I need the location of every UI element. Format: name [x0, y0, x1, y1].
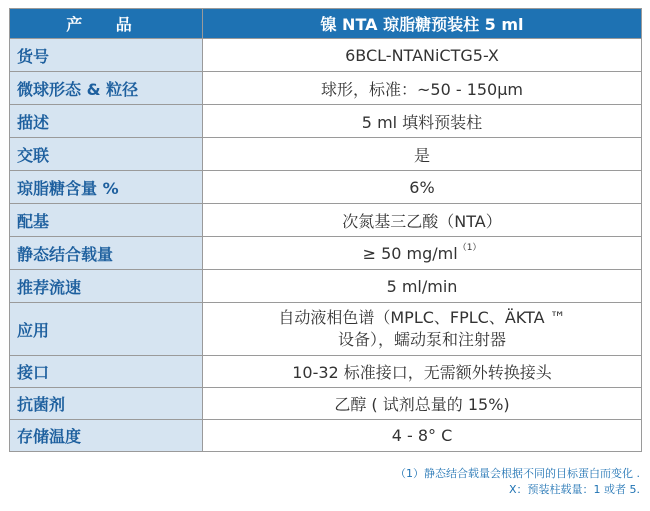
table-row [10, 105, 642, 138]
table-row [10, 270, 642, 303]
table-header [10, 9, 642, 39]
table-row [10, 356, 642, 388]
table-row [10, 204, 642, 237]
footnote-ref: （1） [457, 242, 482, 253]
footnotes [395, 466, 640, 498]
header-product-name: 镍 NTA 琼脂糖预装柱 5 ml [203, 9, 642, 39]
row-key: 存储温度 [10, 420, 203, 452]
table-row [10, 303, 642, 356]
table-row [10, 138, 642, 171]
row-value: 6% [203, 171, 642, 204]
row-key: 货号 [10, 39, 203, 72]
row-key: 微球形态 & 粒径 [10, 72, 203, 105]
table-row [10, 388, 642, 420]
table-row [10, 39, 642, 72]
row-value: 球形，标准：~50 - 150μm [203, 72, 642, 105]
row-value: 10-32 标准接口，无需额外转换接头 [203, 356, 642, 388]
row-value [203, 237, 642, 270]
row-key: 描述 [10, 105, 203, 138]
table-row [10, 72, 642, 105]
footnote-2: X：预装柱载量：1 或者 5. [508, 483, 640, 496]
header-product: 产 品 [10, 9, 203, 39]
row-key: 应用 [10, 303, 203, 356]
row-value: 4 - 8° C [203, 420, 642, 452]
row-value: 是 [203, 138, 642, 171]
row-key: 推荐流速 [10, 270, 203, 303]
row-key: 抗菌剂 [10, 388, 203, 420]
table-row [10, 237, 642, 270]
value-text: ≥ 50 mg/ml [362, 243, 458, 263]
row-value: 乙醇 ( 试剂总量的 15%) [203, 388, 642, 420]
table-row [10, 420, 642, 452]
row-key: 静态结合载量 [10, 237, 203, 270]
row-value: 5 ml/min [203, 270, 642, 303]
row-value [203, 303, 642, 356]
row-value: 6BCL-NTANiCTG5-X [203, 39, 642, 72]
footnote-1: （1）静态结合载量会根据不同的目标蛋白而变化 . [395, 467, 640, 480]
row-key: 配基 [10, 204, 203, 237]
row-key: 交联 [10, 138, 203, 171]
row-value: 次氮基三乙酸（NTA） [203, 204, 642, 237]
row-key: 接口 [10, 356, 203, 388]
row-value: 5 ml 填料预装柱 [203, 105, 642, 138]
value-line-1: 自动液相色谱（MPLC、FPLC、ÄKTA ™ [278, 308, 566, 327]
row-key: 琼脂糖含量 % [10, 171, 203, 204]
spec-table [9, 8, 642, 452]
value-line-2: 设备），蠕动泵和注射器 [337, 330, 506, 349]
table-row [10, 171, 642, 204]
